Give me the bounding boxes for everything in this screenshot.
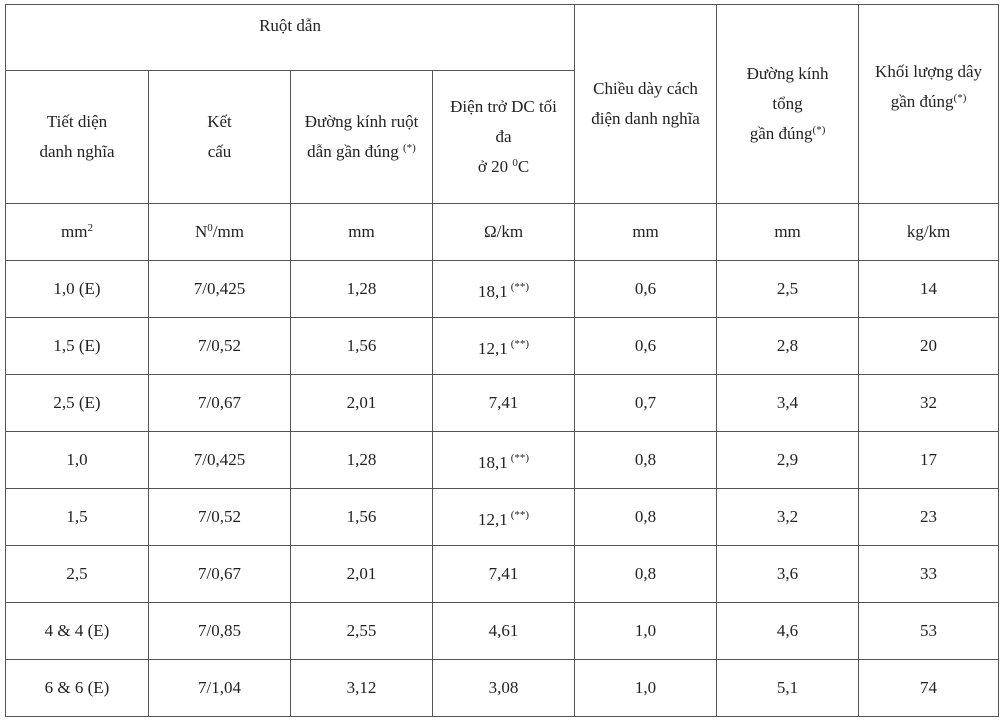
cell-dia: 2,55: [291, 603, 433, 660]
header-conductor-diameter: Đường kính ruột dẫn gần đúng (*): [291, 71, 433, 204]
cell-res: 18,1 (**): [433, 432, 575, 489]
unit-cell: mm: [291, 204, 433, 261]
unit-cell: $mm^2$: [6, 204, 149, 261]
cell-mass: 53: [859, 603, 999, 660]
cable-spec-table: [5, 4, 999, 717]
header-mass: Khối lượng dây gần đúng(*): [859, 5, 999, 204]
cell-dia: 1,28: [291, 261, 433, 318]
cell-res: 18,1 (**): [433, 261, 575, 318]
cell-mass: 17: [859, 432, 999, 489]
cell-mass: 33: [859, 546, 999, 603]
cell-ins: 0,8: [575, 489, 717, 546]
header-insulation: Chiều dày cách điện danh nghĩa: [575, 5, 717, 204]
cell-ins: 0,8: [575, 546, 717, 603]
cell-section: 1,0: [6, 432, 149, 489]
cell-res: 12,1 (**): [433, 318, 575, 375]
cell-od: 4,6: [717, 603, 859, 660]
table-row: [6, 603, 999, 660]
cell-section: 6 & 6 (E): [6, 660, 149, 717]
cell-mass: 74: [859, 660, 999, 717]
cell-dia: 3,12: [291, 660, 433, 717]
cell-res: 7,41: [433, 546, 575, 603]
footnote-mark: (**): [510, 280, 530, 293]
cell-dia: 2,01: [291, 546, 433, 603]
cell-ins: 1,0: [575, 660, 717, 717]
cell-section: 1,0 (E): [6, 261, 149, 318]
unit-cell: Ω/km: [433, 204, 575, 261]
table-row: [6, 546, 999, 603]
cell-dia: 1,56: [291, 489, 433, 546]
cell-strand: 7/0,52: [149, 318, 291, 375]
cell-section: 2,5 (E): [6, 375, 149, 432]
cell-od: 3,4: [717, 375, 859, 432]
cell-dia: 1,56: [291, 318, 433, 375]
table-row: [6, 489, 999, 546]
cell-res: 12,1 (**): [433, 489, 575, 546]
cell-ins: 0,7: [575, 375, 717, 432]
cell-mass: 32: [859, 375, 999, 432]
cell-mass: 23: [859, 489, 999, 546]
cell-ins: 0,8: [575, 432, 717, 489]
unit-cell: $N^0/mm$: [149, 204, 291, 261]
cell-od: 3,2: [717, 489, 859, 546]
header-overall-diameter: Đường kính tổng gần đúng(*): [717, 5, 859, 204]
cell-strand: 7/0,425: [149, 261, 291, 318]
cell-section: 1,5: [6, 489, 149, 546]
cell-dia: 1,28: [291, 432, 433, 489]
cell-strand: 7/0,85: [149, 603, 291, 660]
cell-ins: 0,6: [575, 261, 717, 318]
conductor-group-header: Ruột dẫn: [6, 5, 575, 71]
cell-strand: 7/0,67: [149, 375, 291, 432]
table-row: [6, 261, 999, 318]
cell-strand: 7/0,67: [149, 546, 291, 603]
cell-res: 4,61: [433, 603, 575, 660]
footnote-mark: (**): [510, 337, 530, 350]
units-row: [6, 204, 999, 261]
cell-ins: 0,6: [575, 318, 717, 375]
cell-section: 4 & 4 (E): [6, 603, 149, 660]
table-row: [6, 432, 999, 489]
cell-section: 1,5 (E): [6, 318, 149, 375]
table-row: [6, 318, 999, 375]
cell-od: 2,8: [717, 318, 859, 375]
cell-od: 5,1: [717, 660, 859, 717]
cell-section: 2,5: [6, 546, 149, 603]
cell-strand: 7/0,425: [149, 432, 291, 489]
unit-cell: mm: [717, 204, 859, 261]
header-cross-section: Tiết diện danh nghĩa: [6, 71, 149, 204]
cell-od: 3,6: [717, 546, 859, 603]
header-dc-resistance: Điện trở DC tối đa ở 20 $^0$C: [433, 71, 575, 204]
cell-od: 2,5: [717, 261, 859, 318]
cell-mass: 20: [859, 318, 999, 375]
footnote-mark: (**): [510, 508, 530, 521]
unit-cell: mm: [575, 204, 717, 261]
cell-mass: 14: [859, 261, 999, 318]
cell-strand: 7/1,04: [149, 660, 291, 717]
unit-cell: kg/km: [859, 204, 999, 261]
cell-od: 2,9: [717, 432, 859, 489]
header-strand: Kết cấu: [149, 71, 291, 204]
group-header-row: [6, 5, 999, 71]
cell-ins: 1,0: [575, 603, 717, 660]
cell-res: 3,08: [433, 660, 575, 717]
cell-dia: 2,01: [291, 375, 433, 432]
footnote-mark: (**): [510, 451, 530, 464]
table-row: [6, 375, 999, 432]
table-row: [6, 660, 999, 717]
cell-res: 7,41: [433, 375, 575, 432]
cell-strand: 7/0,52: [149, 489, 291, 546]
